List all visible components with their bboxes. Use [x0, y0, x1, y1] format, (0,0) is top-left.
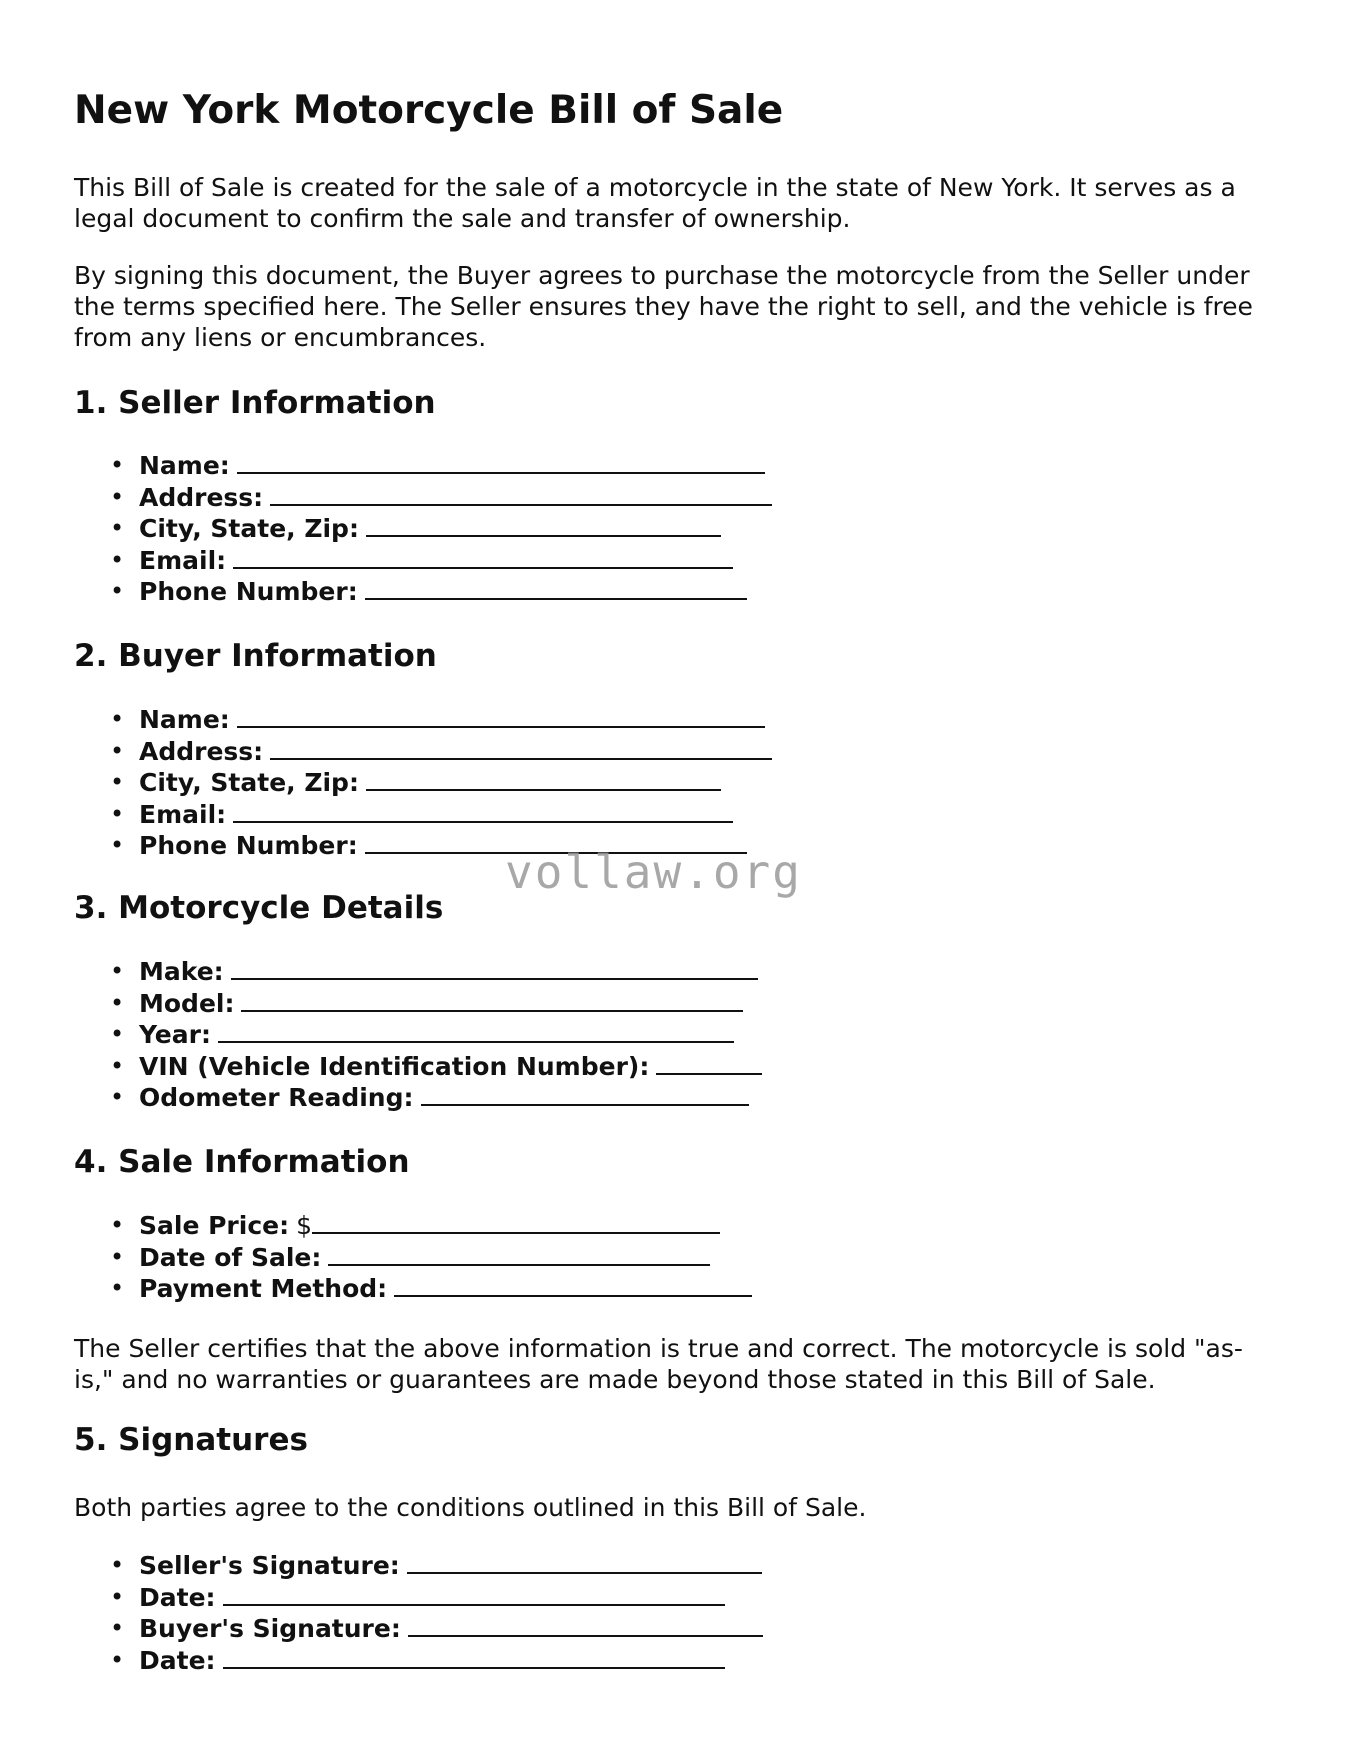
- motorcycle-model-field[interactable]: [241, 988, 743, 1012]
- motorcycle-fields-list: [74, 956, 762, 1114]
- motorcycle-make-field[interactable]: [231, 956, 758, 980]
- bullet-icon: •: [110, 1051, 125, 1080]
- bullet-icon: •: [110, 799, 125, 828]
- seller-email-item: [74, 545, 772, 577]
- buyer-email-field[interactable]: [233, 799, 733, 823]
- buyer-signature-date-field[interactable]: [223, 1645, 725, 1669]
- field-label: City, State, Zip:: [139, 768, 359, 797]
- seller-city-state-zip-field[interactable]: [366, 513, 721, 537]
- payment-method-field[interactable]: [394, 1273, 752, 1297]
- intro-paragraph: This Bill of Sale is created for the sale of a motorcycle in the state of New York. It serves as a legal document to confirm the sale and transfer of ownership.: [74, 173, 1236, 233]
- signatures-section-heading: 5. Signatures: [74, 1422, 308, 1458]
- seller-fields-list: [74, 450, 772, 608]
- bullet-icon: •: [110, 831, 125, 859]
- motorcycle-year-item: [74, 1019, 762, 1051]
- terms-paragraph: By signing this document, the Buyer agrees to purchase the motorcycle from the Seller under the terms specified here. The Seller ensures they have the right to sell, and the vehicle is free from any liens or encumbrances.: [74, 261, 1253, 352]
- field-label: Make:: [139, 957, 224, 986]
- seller-address-field[interactable]: [270, 482, 772, 506]
- agreement-paragraph: Both parties agree to the conditions outlined in this Bill of Sale.: [74, 1493, 867, 1522]
- seller-phone-field[interactable]: [365, 576, 747, 600]
- bullet-icon: •: [110, 768, 125, 796]
- seller-name-field[interactable]: [237, 450, 765, 474]
- motorcycle-odometer-item: [74, 1082, 762, 1114]
- certification-paragraph: The Seller certifies that the above information is true and correct. The motorcycle is sold "as-is," and no warranties or guarantees are made beyond those stated in this Bill of Sale.: [74, 1334, 1243, 1394]
- buyer-city-state-zip-field[interactable]: [366, 767, 721, 791]
- bullet-icon: •: [110, 1274, 125, 1302]
- page-title: New York Motorcycle Bill of Sale: [74, 88, 784, 133]
- field-label: Seller's Signature:: [139, 1551, 400, 1580]
- motorcycle-vin-item: [74, 1051, 762, 1083]
- field-label: Email:: [139, 799, 227, 829]
- seller-city-state-zip-item: [74, 513, 772, 545]
- bullet-icon: •: [110, 451, 125, 479]
- buyer-signature-field[interactable]: [408, 1613, 763, 1637]
- field-label: Address:: [139, 482, 264, 512]
- bullet-icon: •: [110, 1645, 125, 1674]
- bullet-icon: •: [110, 1020, 125, 1048]
- bullet-icon: •: [110, 1614, 125, 1642]
- field-label: Phone Number:: [139, 577, 358, 606]
- field-label: Sale Price:: [139, 1211, 290, 1240]
- field-label: Model:: [139, 988, 235, 1018]
- seller-section-heading: 1. Seller Information: [74, 385, 436, 421]
- bullet-icon: •: [110, 705, 125, 733]
- sale-price-field[interactable]: [312, 1210, 720, 1234]
- bullet-icon: •: [110, 577, 125, 605]
- field-label: Name:: [139, 705, 230, 734]
- bullet-icon: •: [110, 1551, 125, 1579]
- seller-email-field[interactable]: [233, 545, 733, 569]
- field-label: Buyer's Signature:: [139, 1614, 401, 1643]
- seller-signature-date-item: [74, 1582, 763, 1614]
- bullet-icon: •: [110, 988, 125, 1017]
- bullet-icon: •: [110, 1083, 125, 1111]
- motorcycle-model-item: [74, 988, 762, 1020]
- motorcycle-make-item: [74, 956, 762, 988]
- seller-name-item: [74, 450, 772, 482]
- bullet-icon: •: [110, 957, 125, 985]
- field-label: City, State, Zip:: [139, 514, 359, 543]
- field-label: Phone Number:: [139, 831, 358, 860]
- field-label: Odometer Reading:: [139, 1083, 414, 1112]
- field-label: VIN (Vehicle Identification Number):: [139, 1051, 650, 1081]
- buyer-address-item: [74, 736, 772, 768]
- field-label: Date:: [139, 1645, 216, 1675]
- seller-signature-date-field[interactable]: [223, 1582, 725, 1606]
- seller-signature-field[interactable]: [407, 1550, 762, 1574]
- field-label: Date:: [139, 1582, 216, 1612]
- buyer-section-heading: 2. Buyer Information: [74, 638, 437, 674]
- buyer-signature-date-item: [74, 1645, 763, 1677]
- buyer-name-field[interactable]: [237, 704, 765, 728]
- sale-fields-list: [74, 1210, 752, 1305]
- currency-symbol: $: [296, 1211, 313, 1240]
- bullet-icon: •: [110, 482, 125, 511]
- field-label: Year:: [139, 1020, 211, 1049]
- motorcycle-year-field[interactable]: [218, 1019, 734, 1043]
- buyer-fields-list: [74, 704, 772, 862]
- bullet-icon: •: [110, 545, 125, 574]
- watermark: vollaw.org: [505, 845, 802, 899]
- buyer-name-item: [74, 704, 772, 736]
- bullet-icon: •: [110, 1211, 125, 1239]
- sale-section-heading: 4. Sale Information: [74, 1144, 410, 1180]
- sale-price-item: [74, 1210, 752, 1242]
- bullet-icon: •: [110, 736, 125, 765]
- motorcycle-odometer-field[interactable]: [421, 1082, 749, 1106]
- seller-address-item: [74, 482, 772, 514]
- buyer-signature-item: [74, 1613, 763, 1645]
- bullet-icon: •: [110, 514, 125, 542]
- field-label: Email:: [139, 545, 227, 575]
- motorcycle-vin-field[interactable]: [656, 1051, 762, 1075]
- field-label: Name:: [139, 451, 230, 480]
- payment-method-item: [74, 1273, 752, 1305]
- field-label: Payment Method:: [139, 1274, 388, 1303]
- signature-fields-list: [74, 1550, 763, 1676]
- field-label: Address:: [139, 736, 264, 766]
- buyer-city-state-zip-item: [74, 767, 772, 799]
- field-label: Date of Sale:: [139, 1242, 322, 1272]
- buyer-email-item: [74, 799, 772, 831]
- bullet-icon: •: [110, 1582, 125, 1611]
- buyer-address-field[interactable]: [270, 736, 772, 760]
- motorcycle-section-heading: 3. Motorcycle Details: [74, 890, 444, 926]
- sale-date-field[interactable]: [328, 1242, 710, 1266]
- seller-signature-item: [74, 1550, 763, 1582]
- sale-date-item: [74, 1242, 752, 1274]
- seller-phone-item: [74, 576, 772, 608]
- bullet-icon: •: [110, 1242, 125, 1271]
